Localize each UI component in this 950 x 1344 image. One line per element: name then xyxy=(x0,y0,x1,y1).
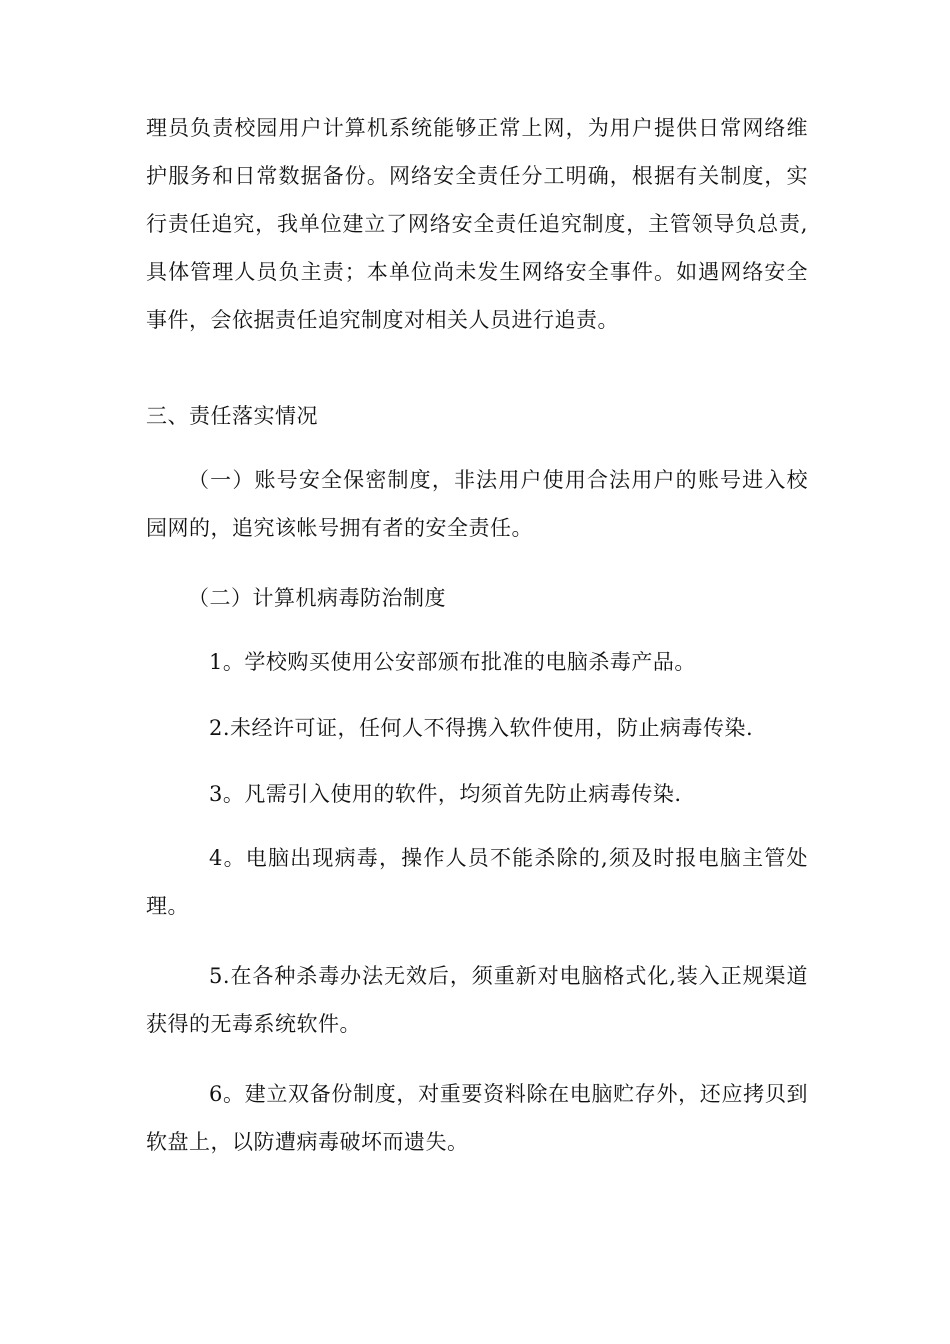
subheading-virus-prevention: （二）计算机病毒防治制度 xyxy=(188,586,446,610)
list-item-3: 3。凡需引入使用的软件，均须首先防止病毒传染. xyxy=(209,782,682,806)
paragraph-responsibility-division: 理员负责校园用户计算机系统能够正常上网，为用户提供日常网络维护服务和日常数据备份。网络安全责任分工明确，根据有关制度，实行责任追究，我单位建立了网络安全责任追究制度，主管领导负总责,具体管理人员负主责；本单位尚未发生网络安全事件。如遇网络安全事件，会依据责任追究制度对相关人员进行追责。 xyxy=(146,116,808,332)
paragraph-account-security: （一）账号安全保密制度，非法用户使用合法用户的账号进入校园网的，追究该帐号拥有者的安全责任。 xyxy=(146,468,808,540)
list-item-4: 4。电脑出现病毒，操作人员不能杀除的,须及时报电脑主管处理。 xyxy=(146,846,808,918)
list-item-6: 6。建立双备份制度，对重要资料除在电脑贮存外，还应拷贝到软盘上，以防遭病毒破坏而遗失。 xyxy=(146,1082,808,1154)
list-item-2: 2.未经许可证，任何人不得携入软件使用，防止病毒传染. xyxy=(209,716,754,740)
section-heading-implementation: 三、责任落实情况 xyxy=(146,404,318,428)
list-item-1: 1。学校购买使用公安部颁布批准的电脑杀毒产品。 xyxy=(209,650,696,674)
list-item-5: 5.在各种杀毒办法无效后，须重新对电脑格式化,装入正规渠道获得的无毒系统软件。 xyxy=(146,964,808,1036)
